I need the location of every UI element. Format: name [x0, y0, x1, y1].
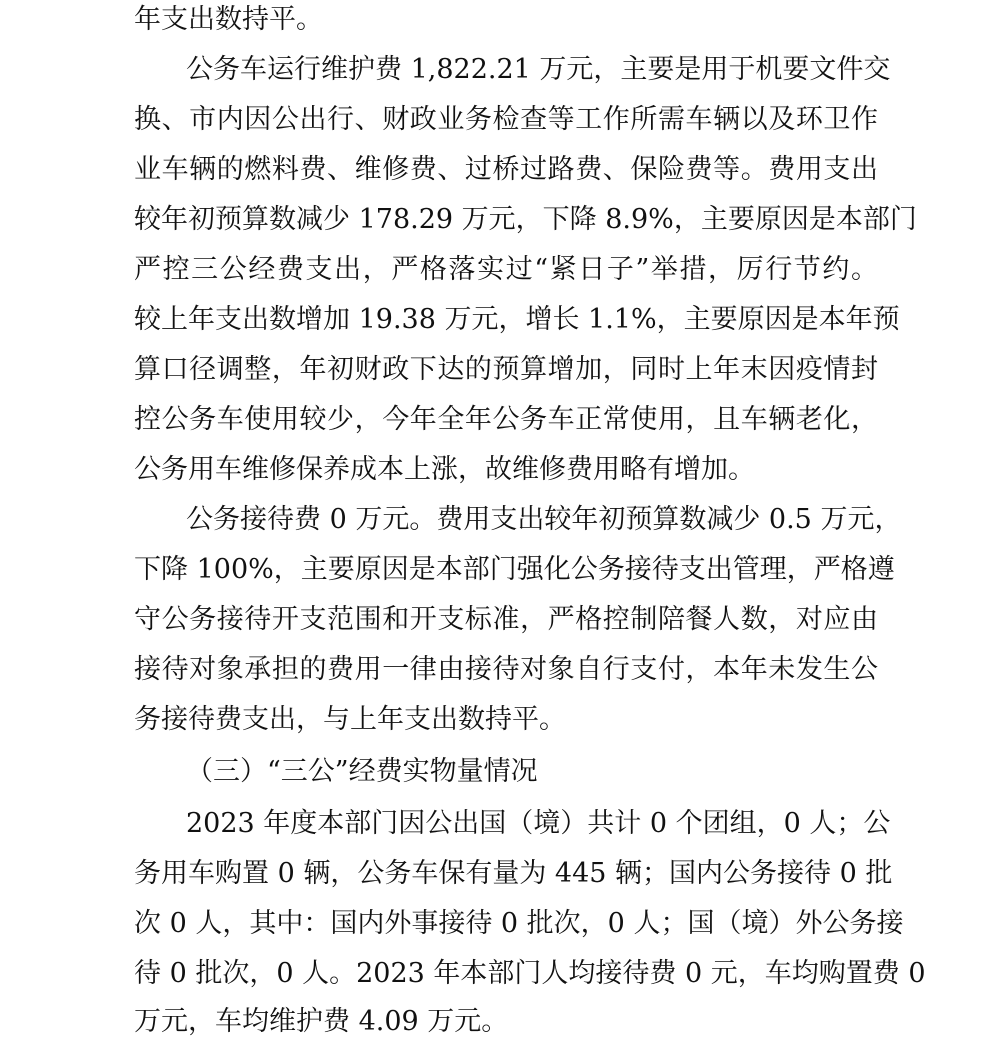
text-line: 待 0 批次，0 人。2023 年本部门人均接待费 0 元，车均购置费 0: [134, 958, 926, 989]
text-line: 换、市内因公出行、财政业务检查等工作所需车辆以及环卫作: [134, 104, 878, 135]
text-line: 次 0 人，其中：国内外事接待 0 批次，0 人；国（境）外公务接: [134, 908, 904, 939]
section-heading: （三）“三公”经费实物量情况: [186, 756, 538, 787]
text-line: 严控三公经费支出，严格落实过“紧日子”举措，厉行节约。: [134, 254, 878, 285]
text-line: 较上年支出数增加 19.38 万元，增长 1.1%，主要原因是本年预: [134, 304, 900, 335]
text-line: 守公务接待开支范围和开支标准，严格控制陪餐人数，对应由: [134, 604, 878, 635]
paragraph-reception-start: 公务接待费 0 万元。费用支出较年初预算数减少 0.5 万元，: [186, 504, 902, 535]
text-line: 较年初预算数减少 178.29 万元，下降 8.9%，主要原因是本部门: [134, 204, 917, 235]
text-line: 业车辆的燃料费、维修费、过桥过路费、保险费等。费用支出: [134, 154, 878, 185]
paragraph-physical-quantity-start: 2023 年度本部门因公出国（境）共计 0 个团组，0 人；公: [186, 808, 891, 839]
text-line: 算口径调整，年初财政下达的预算增加，同时上年末因疫情封: [134, 354, 878, 385]
text-line: 务用车购置 0 辆，公务车保有量为 445 辆；国内公务接待 0 批: [134, 858, 893, 889]
text-line: 年支出数持平。: [134, 4, 323, 35]
text-line: 务接待费支出，与上年支出数持平。: [134, 704, 566, 735]
text-line: 公务用车维修保养成本上涨，故维修费用略有增加。: [134, 454, 755, 485]
text-line: 下降 100%，主要原因是本部门强化公务接待支出管理，严格遵: [134, 554, 895, 585]
text-line: 接待对象承担的费用一律由接待对象自行支付，本年未发生公: [134, 654, 878, 685]
text-line: 控公务车使用较少，今年全年公务车正常使用，且车辆老化，: [134, 404, 878, 435]
paragraph-vehicle-maintenance-start: 公务车运行维护费 1,822.21 万元，主要是用于机要文件交: [186, 54, 891, 85]
text-line: 万元，车均维护费 4.09 万元。: [134, 1006, 509, 1037]
